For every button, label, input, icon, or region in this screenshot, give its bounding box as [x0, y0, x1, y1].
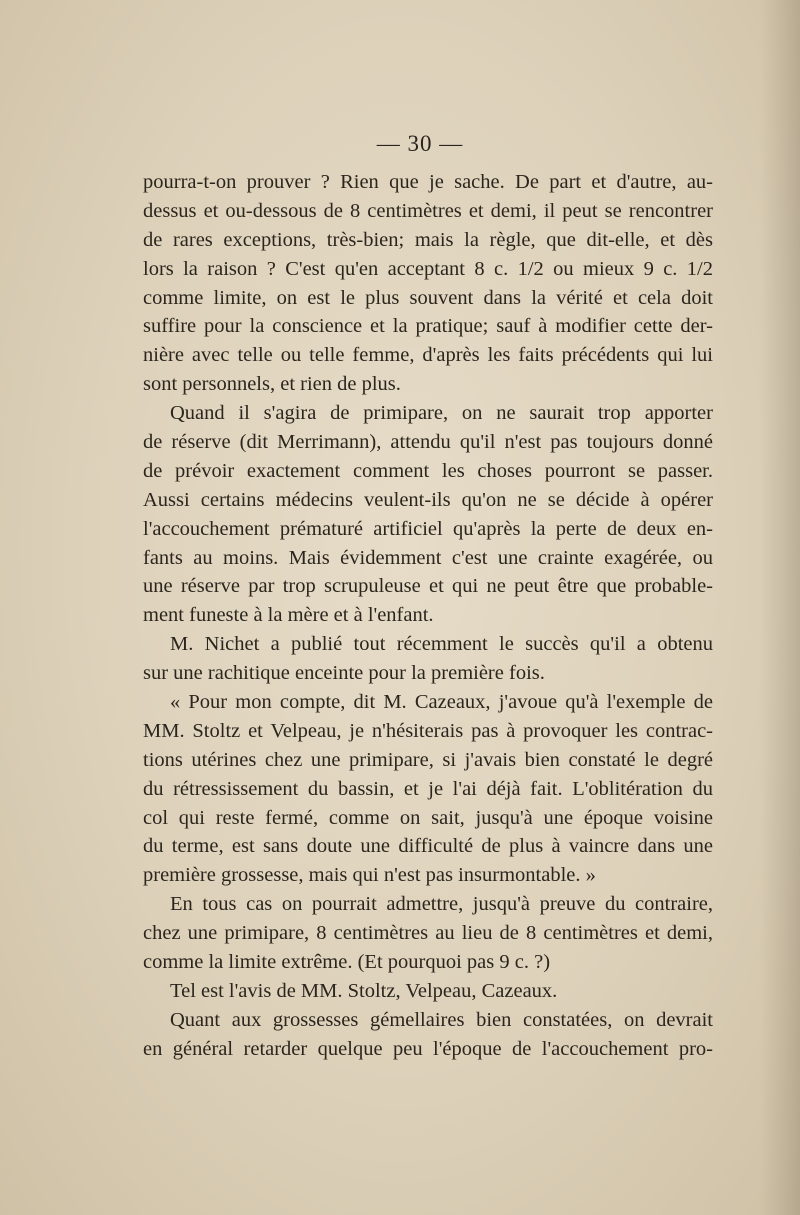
text-line: sont personnels, et rien de plus.	[143, 373, 401, 396]
text-line: de prévoir exactement comment les choses pourront se passer.	[143, 459, 713, 482]
text-line: suffire pour la conscience et la pratique; sauf à modifier cette der-	[143, 315, 713, 338]
text-line: En tous cas on pourrait admettre, jusqu'à preuve du contraire,	[170, 893, 713, 916]
text-line: tions utérines chez une primipare, si j'avais bien constaté le degré	[143, 748, 713, 771]
text-line: lors la raison ? C'est qu'en acceptant 8 c. 1/2 ou mieux 9 c. 1/2	[143, 257, 713, 280]
text-line: une réserve par trop scrupuleuse et qui ne peut être que probable-	[143, 575, 713, 598]
text-line: Quand il s'agira de primipare, on ne saurait trop apporter	[170, 402, 713, 425]
text-line: Tel est l'avis de MM. Stoltz, Velpeau, Cazeaux.	[170, 979, 558, 1002]
text-line: dessus et ou-dessous de 8 centimètres et demi, il peut se rencontrer	[143, 199, 713, 222]
text-line: Aussi certains médecins veulent-ils qu'on ne se décide à opérer	[143, 488, 713, 511]
text-line: « Pour mon compte, dit M. Cazeaux, j'avoue qu'à l'exemple de	[170, 691, 713, 714]
text-line: col qui reste fermé, comme on sait, jusqu'à une époque voisine	[143, 806, 713, 829]
text-line: ment funeste à la mère et à l'enfant.	[143, 604, 434, 627]
text-line: du terme, est sans doute une difficulté de plus à vaincre dans une	[143, 835, 713, 858]
text-line: première grossesse, mais qui n'est pas insurmontable. »	[143, 864, 596, 887]
page-number: — 30 —	[376, 131, 464, 156]
page-edge-shadow	[760, 0, 800, 1215]
text-line: l'accouchement prématuré artificiel qu'après la perte de deux en-	[143, 517, 713, 540]
text-line: de rares exceptions, très-bien; mais la règle, que dit-elle, et dès	[143, 228, 713, 251]
text-line: chez une primipare, 8 centimètres au lieu de 8 centimètres et demi,	[143, 922, 713, 945]
text-line: comme limite, on est le plus souvent dans la vérité et cela doit	[143, 286, 713, 309]
text-line: Quant aux grossesses gémellaires bien constatées, on devrait	[170, 1008, 713, 1031]
text-line: MM. Stoltz et Velpeau, je n'hésiterais pas à provoquer les contrac-	[143, 719, 713, 742]
text-line: du rétressissement du bassin, et je l'ai déjà fait. L'oblitération du	[143, 777, 713, 800]
text-line: nière avec telle ou telle femme, d'après les faits précédents qui lui	[143, 344, 713, 367]
text-line: M. Nichet a publié tout récemment le succès qu'il a obtenu	[170, 633, 713, 656]
text-line: fants au moins. Mais évidemment c'est une crainte exagérée, ou	[143, 546, 713, 569]
text-line: en général retarder quelque peu l'époque de l'accouchement pro-	[143, 1037, 713, 1060]
text-line: comme la limite extrême. (Et pourquoi pas 9 c. ?)	[143, 951, 551, 974]
text-line: sur une rachitique enceinte pour la première fois.	[143, 662, 545, 685]
text-line: pourra-t-on prouver ? Rien que je sache. De part et d'autre, au-	[143, 171, 713, 193]
text-line: de réserve (dit Merrimann), attendu qu'il n'est pas toujours donné	[143, 431, 713, 454]
body-text	[143, 168, 713, 1064]
